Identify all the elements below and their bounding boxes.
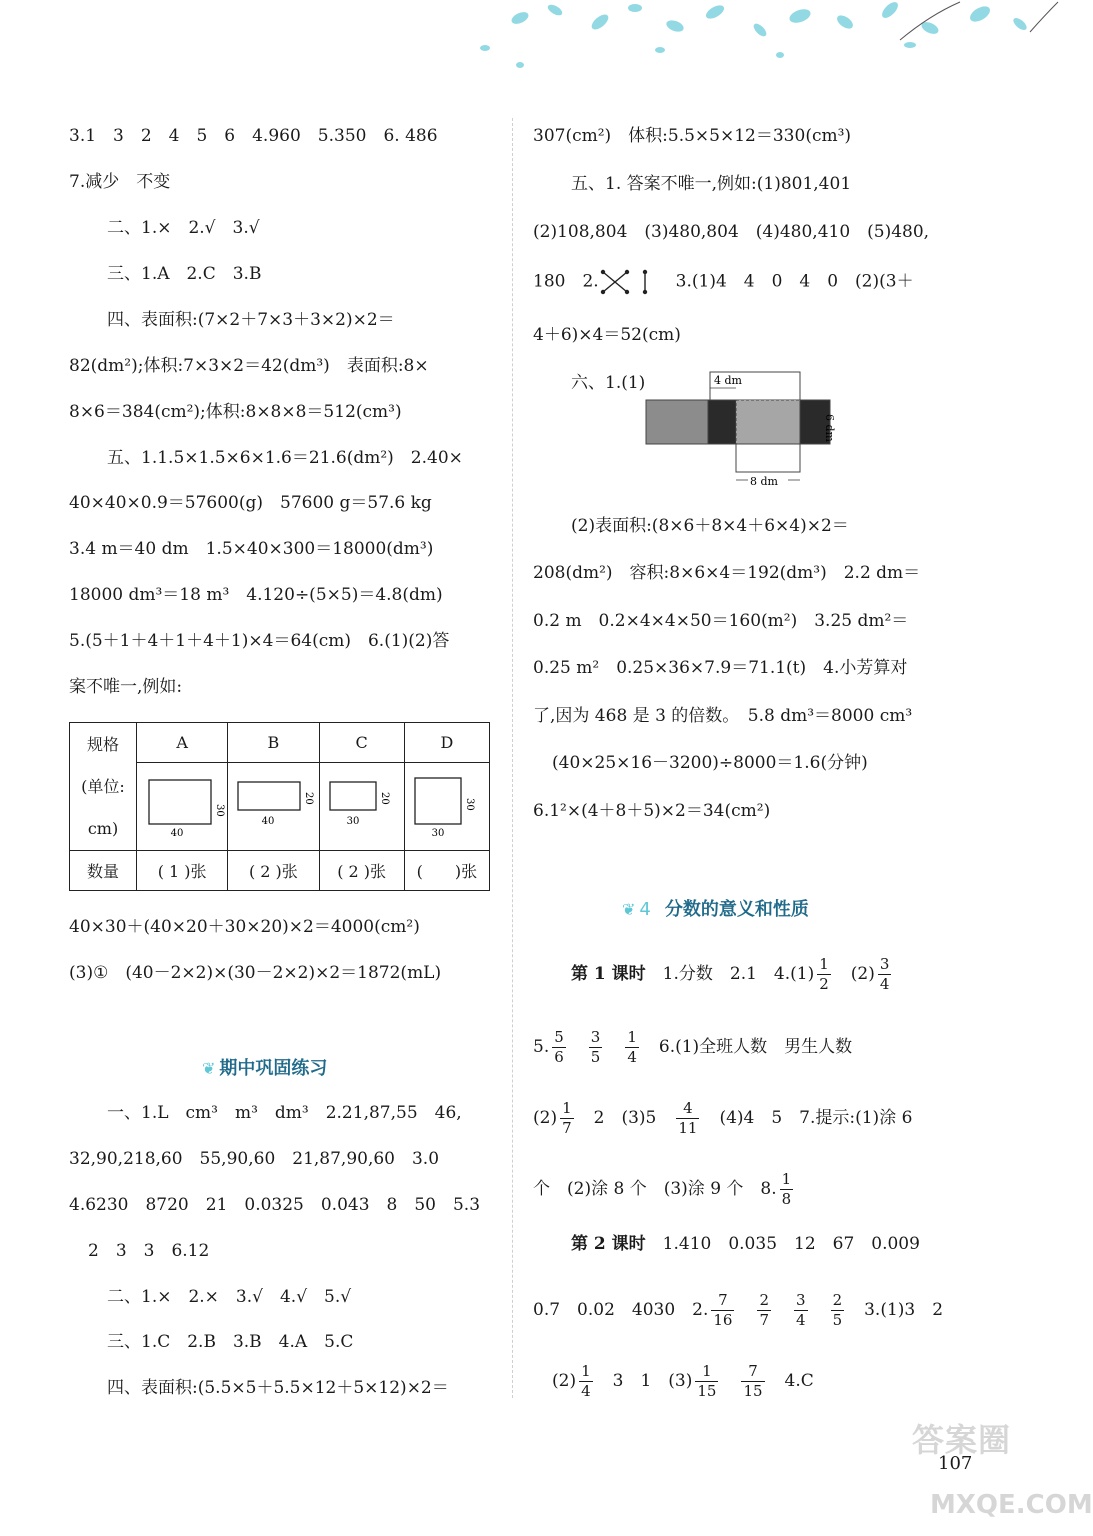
column-divider: [512, 118, 513, 1398]
answer-line: 307(cm²) 体积:5.5×5×12＝330(cm³): [533, 126, 852, 146]
answer-line: 4.6230 8720 21 0.0325 0.043 8 50 5.3: [69, 1195, 481, 1215]
answer-line: 三、1.A 2.C 3.B: [107, 264, 262, 284]
dim-cell-d: [404, 763, 489, 851]
answer-line: 32,90,218,60 55,90,60 21,87,90,60 3.0: [69, 1149, 440, 1169]
answer-line: 六、1.(1): [571, 373, 646, 393]
leaf-icon: ❦: [202, 1059, 216, 1078]
answer-line: 18000 dm³＝18 m³ 4.120÷(5×5)＝4.8(dm): [69, 585, 443, 605]
qty-cell: ( 1 )张: [137, 851, 228, 891]
answer-line: 5. $\frac{5}{6}$ $\frac{3}{5}$ $\frac{1}{4}$ 6.(1)全班人数 男生人数: [533, 1028, 853, 1066]
qty-cell: ( 2 )张: [228, 851, 319, 891]
answer-line: 0.2 m 0.2×4×4×50＝160(m²) 3.25 dm²＝: [533, 611, 909, 631]
answer-line: (2) $\frac{1}{4}$ 3 1 (3) $\frac{1}{15}$ $\frac{7}{15}$ 4.C: [552, 1362, 814, 1400]
page-number: 107: [938, 1453, 973, 1474]
answer-line: 个 (2)涂 8 个 (3)涂 9 个 8. $\frac{1}{8}$: [533, 1170, 792, 1208]
dim-height: 20: [378, 791, 390, 805]
answer-line: 4＋6)×4＝52(cm): [533, 325, 681, 345]
net-bottom-label: 8 dm: [750, 475, 778, 488]
fraction: $\frac{1}{8}$: [781, 1170, 792, 1208]
section-heading: ❦ 期中巩固练习: [202, 1058, 328, 1079]
dim-width: 30: [431, 827, 445, 839]
fraction: $\frac{5}{6}$: [554, 1028, 564, 1066]
net-side-label: 6 dm: [823, 414, 836, 442]
fraction: $\frac{3}{4}$: [796, 1291, 806, 1329]
fraction: $\frac{1}{7}$: [562, 1099, 572, 1137]
qty-cell: ( )张: [404, 851, 489, 891]
dim-width: 30: [346, 815, 359, 827]
net-top-label: 4 dm: [714, 374, 742, 387]
fraction: $\frac{1}{2}$: [819, 955, 829, 993]
answer-line: 3.4 m＝40 dm 1.5×40×300＝18000(dm³): [69, 539, 434, 559]
answer-line: (2)表面积:(8×6＋8×4＋6×4)×2＝: [571, 516, 849, 536]
leaf-icon: ❦: [622, 900, 636, 919]
matching-cross-diagram: [599, 268, 633, 296]
dim-cell-c: [319, 763, 404, 851]
rectangle-figure: [320, 770, 404, 840]
rectangle-figure: [228, 770, 318, 840]
answer-line: 四、表面积:(7×2＋7×3＋3×2)×2＝: [107, 310, 395, 330]
dim-cell-a: [137, 763, 228, 851]
answer-line: 二、1.× 2.√ 3.√: [107, 218, 260, 238]
answer-line: (40×25×16－3200)÷8000＝1.6(分钟): [552, 753, 868, 773]
unit-label: (单位:: [81, 776, 125, 796]
matching-line-diagram: [633, 268, 659, 296]
answer-line: (3)① (40－2×2)×(30－2×2)×2＝1872(mL): [69, 963, 442, 983]
fraction: $\frac{3}{5}$: [590, 1028, 601, 1066]
fraction: $\frac{2}{5}$: [832, 1291, 843, 1329]
fraction: $\frac{7}{16}$: [713, 1291, 733, 1329]
answer-line: 180 2. 3.(1)4 4 0 4 0 (2)(3＋: [533, 268, 914, 296]
answer-line: 7.减少 不变: [69, 172, 171, 192]
answer-line: 案不唯一,例如:: [69, 677, 183, 697]
dim-height: 30: [214, 803, 226, 817]
fraction: $\frac{4}{11}$: [678, 1099, 698, 1137]
qty-label: 数量: [70, 851, 137, 891]
fraction: $\frac{2}{7}$: [759, 1291, 770, 1329]
col-header-b: B: [228, 723, 319, 763]
dim-cell-b: [228, 763, 319, 851]
answer-line: 82(dm²);体积:7×3×2＝42(dm³) 表面积:8×: [69, 356, 429, 376]
dim-width: 40: [262, 815, 275, 827]
answer-line: 第 2 课时 1.410 0.035 12 67 0.009: [571, 1234, 920, 1254]
dim-width: 40: [170, 827, 184, 839]
answer-line: (2) $\frac{1}{7}$ 2 (3)5 $\frac{4}{11}$ (4)4 5 7.提示:(1)涂 6: [533, 1099, 913, 1137]
answer-line: 了,因为 468 是 3 的倍数。 5.8 dm³＝8000 cm³: [533, 706, 913, 726]
fraction: $\frac{1}{4}$: [581, 1362, 591, 1400]
col-header-a: A: [137, 723, 228, 763]
spec-table: [69, 722, 490, 891]
answer-line: 40×30＋(40×20＋30×20)×2＝4000(cm²): [69, 917, 420, 937]
answer-line: 五、1. 答案不唯一,例如:(1)801,401: [571, 174, 852, 194]
answer-line: 8×6＝384(cm²);体积:8×8×8＝512(cm³): [69, 402, 402, 422]
spec-header: 规格: [86, 734, 119, 754]
dim-height: 30: [463, 797, 475, 811]
fraction: $\frac{1}{15}$: [697, 1362, 717, 1400]
answer-line: 0.7 0.02 4030 2. $\frac{7}{16}$ $\frac{2}{7}$ $\frac{3}{4}$ $\frac{2}{5}$ 3.(1)3 2: [533, 1291, 944, 1329]
answer-line: 2 3 3 6.12: [88, 1241, 210, 1261]
answer-line: 二、1.× 2.× 3.√ 4.√ 5.√: [107, 1287, 352, 1307]
answer-line: 5.(5＋1＋4＋1＋4＋1)×4＝64(cm) 6.(1)(2)答: [69, 631, 450, 651]
rectangle-figure: [137, 770, 227, 840]
col-header-d: D: [404, 723, 489, 763]
answer-line: 3.1 3 2 4 5 6 4.960 5.350 6. 486: [69, 126, 438, 146]
watermark-url: MXQE.COM: [930, 1490, 1093, 1520]
answer-line: 0.25 m² 0.25×36×7.9＝71.1(t) 4.小芳算对: [533, 658, 908, 678]
answer-line: 第 1 课时 1.分数 2.1 4.(1) $\frac{1}{2}$ (2) $\frac{3}{4}$: [571, 955, 890, 993]
rectangle-figure: [405, 770, 489, 840]
fraction: $\frac{7}{15}$: [743, 1362, 763, 1400]
decorative-leaves: [460, 0, 1060, 75]
answer-line: 五、1.1.5×1.5×6×1.6＝21.6(dm²) 2.40×: [107, 448, 463, 468]
col-header-c: C: [319, 723, 404, 763]
dim-height: 20: [303, 791, 315, 805]
answer-line: 四、表面积:(5.5×5＋5.5×12＋5×12)×2＝: [107, 1378, 449, 1398]
qty-cell: ( 2 )张: [319, 851, 404, 891]
box-net-diagram: [644, 372, 854, 490]
answer-line: 一、1.L cm³ m³ dm³ 2.21,87,55 46,: [107, 1103, 462, 1123]
answer-line: 6.1²×(4＋8＋5)×2＝34(cm²): [533, 801, 771, 821]
answer-line: 208(dm²) 容积:8×6×4＝192(dm³) 2.2 dm＝: [533, 563, 921, 583]
fraction: $\frac{3}{4}$: [879, 955, 890, 993]
answer-line: (2)108,804 (3)480,804 (4)480,410 (5)480,: [533, 222, 930, 242]
answer-line: 三、1.C 2.B 3.B 4.A 5.C: [107, 1332, 354, 1352]
unit-heading: ❦ 4 分数的意义和性质: [622, 899, 809, 920]
answer-line: 40×40×0.9＝57600(g) 57600 g＝57.6 kg: [69, 493, 432, 513]
watermark-logo: 答案圈: [912, 1421, 1012, 1459]
fraction: $\frac{1}{4}$: [627, 1028, 637, 1066]
unit-label: cm): [87, 818, 119, 838]
